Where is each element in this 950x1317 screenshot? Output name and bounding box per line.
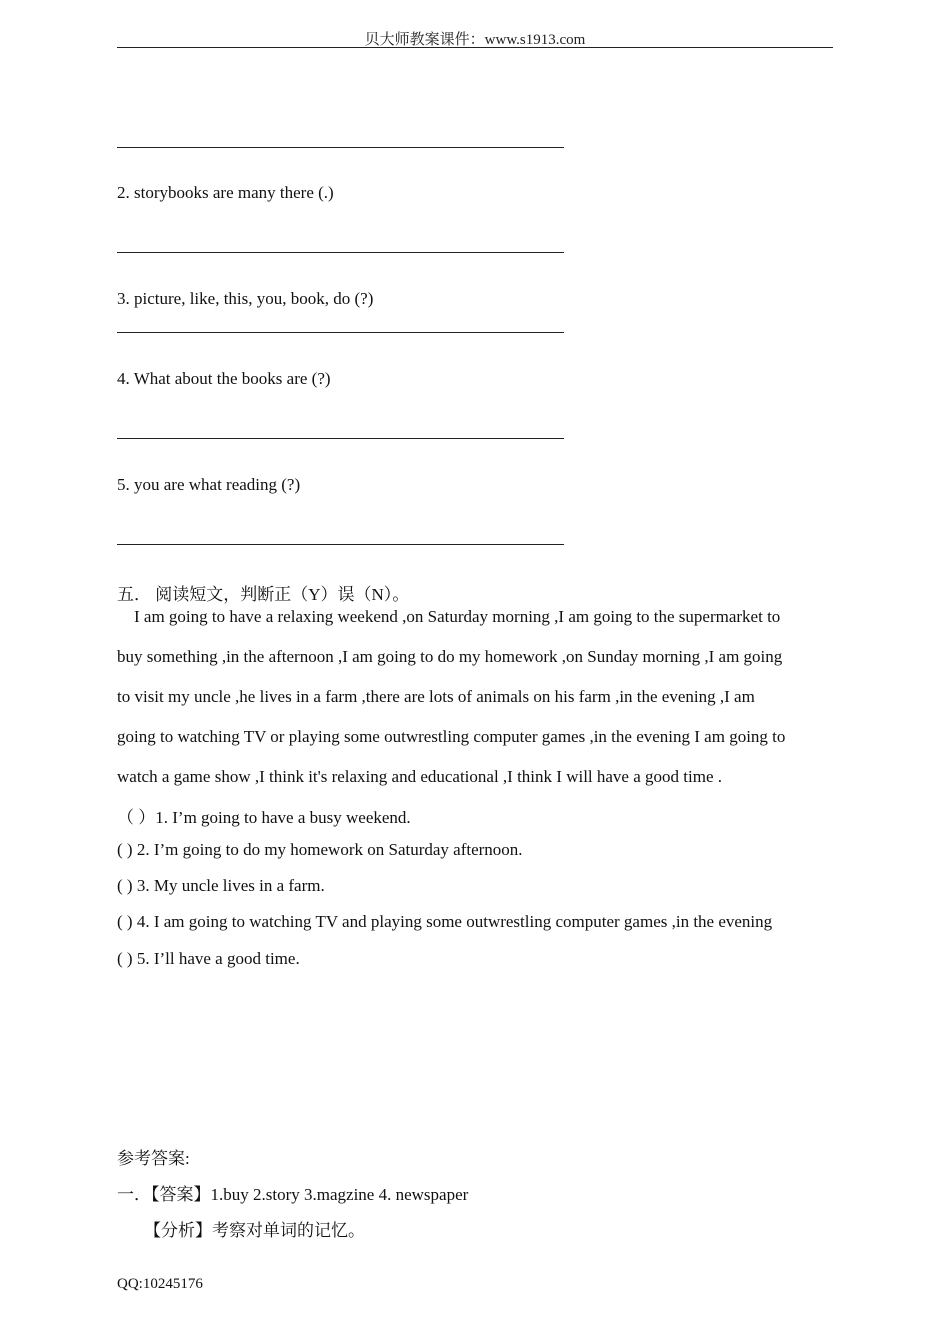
header-rule [117, 47, 833, 48]
passage-line: buy something ,in the afternoon ,I am going to do my homework ,on Sunday morning ,I am going [117, 647, 783, 666]
passage-line: watch a game show ,I think it's relaxing and educational ,I think I will have a good time . [117, 767, 722, 786]
question-3: 3. picture, like, this, you, book, do (?) [117, 289, 374, 308]
judge-item-3: ( ) 3. My uncle lives in a farm. [117, 876, 325, 895]
answer-line [117, 544, 564, 545]
judge-item-5: ( ) 5. I’ll have a good time. [117, 949, 300, 968]
answers-analysis: 【分析】考察对单词的记忆。 [144, 1221, 365, 1240]
reading-passage [117, 597, 833, 797]
passage-line: I am going to have a relaxing weekend ,on Saturday morning ,I am going to the supermarket to [134, 607, 781, 626]
section-5-title: 五． 阅读短文，判断正（Y）误（N）。 [117, 585, 410, 604]
answer-line [117, 147, 564, 148]
judge-item-4: ( ) 4. I am going to watching TV and playing some outwrestling computer games ,in the evening [117, 912, 773, 931]
question-5: 5. you are what reading (?) [117, 475, 301, 494]
judge-item-1: （ ）1. I’m going to have a busy weekend. [117, 808, 411, 827]
page-header: 贝大师教案课件：www.s1913.com [364, 32, 586, 48]
passage-line: to visit my uncle ,he lives in a farm ,there are lots of animals on his farm ,in the evening ,I am [117, 687, 755, 706]
answers-title: 参考答案: [117, 1149, 190, 1168]
answer-line [117, 252, 564, 253]
passage-line: going to watching TV or playing some outwrestling computer games ,in the evening I am going to [117, 727, 786, 746]
answers-line-1: 一．【答案】1.buy 2.story 3.magzine 4. newspaper [117, 1185, 469, 1204]
page-footer: QQ:10245176 [117, 1276, 203, 1292]
answer-line [117, 332, 564, 333]
judge-item-2: ( ) 2. I’m going to do my homework on Saturday afternoon. [117, 840, 523, 859]
question-4: 4. What about the books are (?) [117, 369, 331, 388]
question-2: 2. storybooks are many there (.) [117, 183, 334, 202]
answer-line [117, 438, 564, 439]
